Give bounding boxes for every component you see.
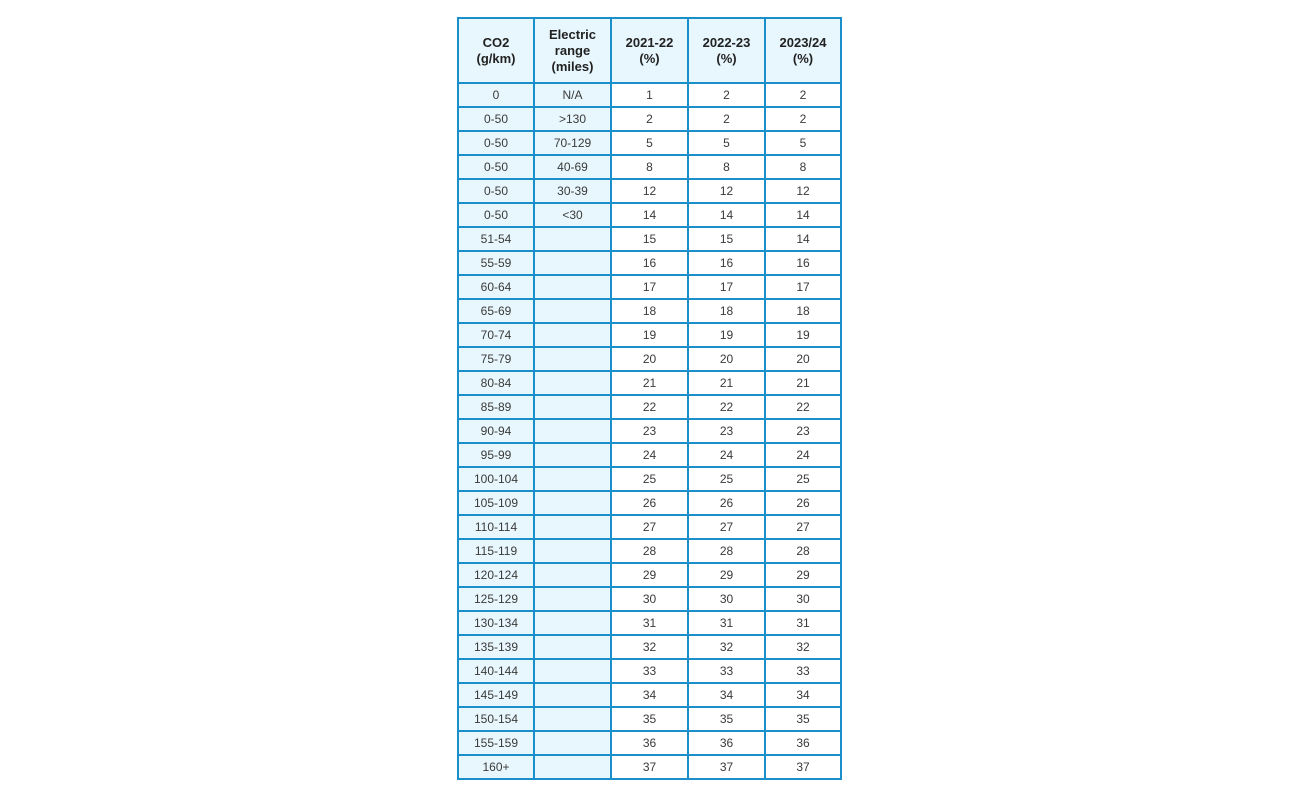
cell-2022-23: 31 <box>688 611 765 635</box>
header-y2-line1: 2022-23 <box>702 34 751 50</box>
cell-2021-22: 33 <box>611 659 688 683</box>
table-row <box>458 611 841 635</box>
table-row <box>458 395 841 419</box>
cell-co2: 0-50 <box>458 203 534 227</box>
cell-electric-range <box>534 659 611 683</box>
cell-2021-22: 18 <box>611 299 688 323</box>
cell-electric-range <box>534 707 611 731</box>
table-row <box>458 683 841 707</box>
cell-electric-range: 40-69 <box>534 155 611 179</box>
table-row <box>458 203 841 227</box>
cell-electric-range <box>534 467 611 491</box>
cell-co2: 130-134 <box>458 611 534 635</box>
cell-co2: 90-94 <box>458 419 534 443</box>
cell-2021-22: 37 <box>611 755 688 779</box>
cell-electric-range <box>534 491 611 515</box>
cell-electric-range <box>534 227 611 251</box>
cell-co2: 95-99 <box>458 443 534 467</box>
cell-electric-range <box>534 755 611 779</box>
cell-2023-24: 34 <box>765 683 841 707</box>
header-y3-line1: 2023/24 <box>779 34 827 50</box>
cell-2022-23: 35 <box>688 707 765 731</box>
cell-2022-23: 24 <box>688 443 765 467</box>
cell-2023-24: 14 <box>765 227 841 251</box>
cell-2023-24: 12 <box>765 179 841 203</box>
cell-2021-22: 17 <box>611 275 688 299</box>
cell-electric-range <box>534 587 611 611</box>
cell-co2: 85-89 <box>458 395 534 419</box>
cell-2023-24: 21 <box>765 371 841 395</box>
cell-2023-24: 37 <box>765 755 841 779</box>
cell-2023-24: 23 <box>765 419 841 443</box>
cell-electric-range <box>534 611 611 635</box>
table-row <box>458 707 841 731</box>
cell-electric-range: >130 <box>534 107 611 131</box>
cell-2022-23: 26 <box>688 491 765 515</box>
cell-electric-range: 70-129 <box>534 131 611 155</box>
cell-co2: 51-54 <box>458 227 534 251</box>
cell-co2: 135-139 <box>458 635 534 659</box>
table-row <box>458 371 841 395</box>
cell-2021-22: 23 <box>611 419 688 443</box>
co2-rates-table-container <box>457 17 842 780</box>
table-row <box>458 155 841 179</box>
cell-co2: 0-50 <box>458 131 534 155</box>
table-row <box>458 83 841 107</box>
cell-2023-24: 35 <box>765 707 841 731</box>
cell-2022-23: 18 <box>688 299 765 323</box>
cell-electric-range <box>534 539 611 563</box>
cell-2022-23: 2 <box>688 83 765 107</box>
cell-2021-22: 36 <box>611 731 688 755</box>
cell-co2: 120-124 <box>458 563 534 587</box>
table-row <box>458 755 841 779</box>
header-2023-24 <box>765 18 841 83</box>
header-2021-22 <box>611 18 688 83</box>
table-row <box>458 323 841 347</box>
cell-2022-23: 19 <box>688 323 765 347</box>
cell-2022-23: 30 <box>688 587 765 611</box>
cell-2023-24: 32 <box>765 635 841 659</box>
cell-2021-22: 27 <box>611 515 688 539</box>
cell-2023-24: 8 <box>765 155 841 179</box>
cell-electric-range <box>534 323 611 347</box>
cell-2021-22: 28 <box>611 539 688 563</box>
cell-2023-24: 31 <box>765 611 841 635</box>
cell-2021-22: 24 <box>611 443 688 467</box>
cell-2023-24: 27 <box>765 515 841 539</box>
cell-co2: 55-59 <box>458 251 534 275</box>
header-co2 <box>458 18 534 83</box>
cell-2022-23: 17 <box>688 275 765 299</box>
header-electric-range <box>534 18 611 83</box>
cell-co2: 105-109 <box>458 491 534 515</box>
table-row <box>458 443 841 467</box>
cell-2023-24: 2 <box>765 83 841 107</box>
cell-co2: 115-119 <box>458 539 534 563</box>
header-co2-line2: (g/km) <box>476 50 516 66</box>
cell-2022-23: 29 <box>688 563 765 587</box>
cell-electric-range <box>534 299 611 323</box>
cell-2022-23: 8 <box>688 155 765 179</box>
cell-electric-range <box>534 395 611 419</box>
cell-2021-22: 21 <box>611 371 688 395</box>
cell-2021-22: 32 <box>611 635 688 659</box>
cell-2023-24: 30 <box>765 587 841 611</box>
co2-rates-table <box>457 17 842 780</box>
cell-2023-24: 28 <box>765 539 841 563</box>
cell-2022-23: 36 <box>688 731 765 755</box>
cell-2021-22: 25 <box>611 467 688 491</box>
table-row <box>458 179 841 203</box>
cell-2021-22: 15 <box>611 227 688 251</box>
cell-2022-23: 37 <box>688 755 765 779</box>
cell-2023-24: 36 <box>765 731 841 755</box>
cell-electric-range <box>534 275 611 299</box>
table-body <box>458 83 841 779</box>
cell-2022-23: 12 <box>688 179 765 203</box>
cell-2021-22: 30 <box>611 587 688 611</box>
cell-2022-23: 23 <box>688 419 765 443</box>
table-row <box>458 491 841 515</box>
table-row <box>458 299 841 323</box>
cell-electric-range <box>534 515 611 539</box>
table-row <box>458 107 841 131</box>
cell-co2: 0-50 <box>458 107 534 131</box>
cell-2022-23: 28 <box>688 539 765 563</box>
cell-2022-23: 20 <box>688 347 765 371</box>
cell-electric-range <box>534 635 611 659</box>
cell-electric-range <box>534 731 611 755</box>
cell-co2: 0-50 <box>458 179 534 203</box>
cell-electric-range <box>534 371 611 395</box>
cell-2022-23: 21 <box>688 371 765 395</box>
cell-2022-23: 33 <box>688 659 765 683</box>
cell-co2: 65-69 <box>458 299 534 323</box>
table-row <box>458 275 841 299</box>
cell-2021-22: 12 <box>611 179 688 203</box>
cell-co2: 100-104 <box>458 467 534 491</box>
table-row <box>458 731 841 755</box>
cell-2021-22: 34 <box>611 683 688 707</box>
cell-2021-22: 14 <box>611 203 688 227</box>
cell-2021-22: 2 <box>611 107 688 131</box>
cell-2022-23: 5 <box>688 131 765 155</box>
cell-2022-23: 22 <box>688 395 765 419</box>
cell-electric-range <box>534 683 611 707</box>
header-y1-line2: (%) <box>639 50 660 66</box>
table-row <box>458 227 841 251</box>
cell-electric-range: N/A <box>534 83 611 107</box>
cell-co2: 145-149 <box>458 683 534 707</box>
header-y2-line2: (%) <box>716 50 737 66</box>
cell-2022-23: 16 <box>688 251 765 275</box>
cell-2022-23: 32 <box>688 635 765 659</box>
cell-2022-23: 14 <box>688 203 765 227</box>
header-y3-line2: (%) <box>792 50 814 66</box>
cell-2023-24: 14 <box>765 203 841 227</box>
cell-co2: 110-114 <box>458 515 534 539</box>
cell-2023-24: 22 <box>765 395 841 419</box>
cell-2023-24: 18 <box>765 299 841 323</box>
table-row <box>458 587 841 611</box>
cell-2021-22: 31 <box>611 611 688 635</box>
cell-2023-24: 16 <box>765 251 841 275</box>
header-range-line1: Electric <box>549 26 596 42</box>
table-row <box>458 563 841 587</box>
table-row <box>458 419 841 443</box>
table-row <box>458 659 841 683</box>
header-range-line3: (miles) <box>551 58 594 74</box>
table-header-row <box>458 18 841 83</box>
cell-2021-22: 22 <box>611 395 688 419</box>
cell-2021-22: 8 <box>611 155 688 179</box>
cell-co2: 160+ <box>458 755 534 779</box>
cell-co2: 150-154 <box>458 707 534 731</box>
cell-co2: 140-144 <box>458 659 534 683</box>
cell-2022-23: 15 <box>688 227 765 251</box>
table-row <box>458 467 841 491</box>
cell-2023-24: 17 <box>765 275 841 299</box>
cell-2023-24: 2 <box>765 107 841 131</box>
cell-co2: 0 <box>458 83 534 107</box>
cell-2021-22: 20 <box>611 347 688 371</box>
cell-2023-24: 26 <box>765 491 841 515</box>
cell-2022-23: 34 <box>688 683 765 707</box>
cell-electric-range <box>534 251 611 275</box>
cell-electric-range <box>534 563 611 587</box>
cell-2022-23: 27 <box>688 515 765 539</box>
table-row <box>458 347 841 371</box>
cell-2021-22: 1 <box>611 83 688 107</box>
cell-2023-24: 19 <box>765 323 841 347</box>
header-co2-line1: CO2 <box>482 34 510 50</box>
header-y1-line1: 2021-22 <box>625 34 674 50</box>
table-row <box>458 515 841 539</box>
cell-2021-22: 5 <box>611 131 688 155</box>
header-2022-23 <box>688 18 765 83</box>
cell-2023-24: 29 <box>765 563 841 587</box>
table-row <box>458 539 841 563</box>
cell-2023-24: 25 <box>765 467 841 491</box>
cell-2023-24: 20 <box>765 347 841 371</box>
cell-2022-23: 2 <box>688 107 765 131</box>
cell-co2: 0-50 <box>458 155 534 179</box>
cell-co2: 80-84 <box>458 371 534 395</box>
cell-electric-range <box>534 419 611 443</box>
cell-2022-23: 25 <box>688 467 765 491</box>
cell-co2: 155-159 <box>458 731 534 755</box>
table-row <box>458 251 841 275</box>
cell-co2: 60-64 <box>458 275 534 299</box>
table-row <box>458 635 841 659</box>
cell-2021-22: 16 <box>611 251 688 275</box>
cell-electric-range: 30-39 <box>534 179 611 203</box>
cell-2023-24: 33 <box>765 659 841 683</box>
cell-2023-24: 24 <box>765 443 841 467</box>
cell-2023-24: 5 <box>765 131 841 155</box>
cell-electric-range <box>534 443 611 467</box>
cell-electric-range <box>534 347 611 371</box>
cell-electric-range: <30 <box>534 203 611 227</box>
header-range-line2: range <box>554 42 591 58</box>
cell-2021-22: 19 <box>611 323 688 347</box>
cell-2021-22: 26 <box>611 491 688 515</box>
cell-co2: 125-129 <box>458 587 534 611</box>
cell-2021-22: 29 <box>611 563 688 587</box>
cell-2021-22: 35 <box>611 707 688 731</box>
cell-co2: 75-79 <box>458 347 534 371</box>
cell-co2: 70-74 <box>458 323 534 347</box>
table-row <box>458 131 841 155</box>
